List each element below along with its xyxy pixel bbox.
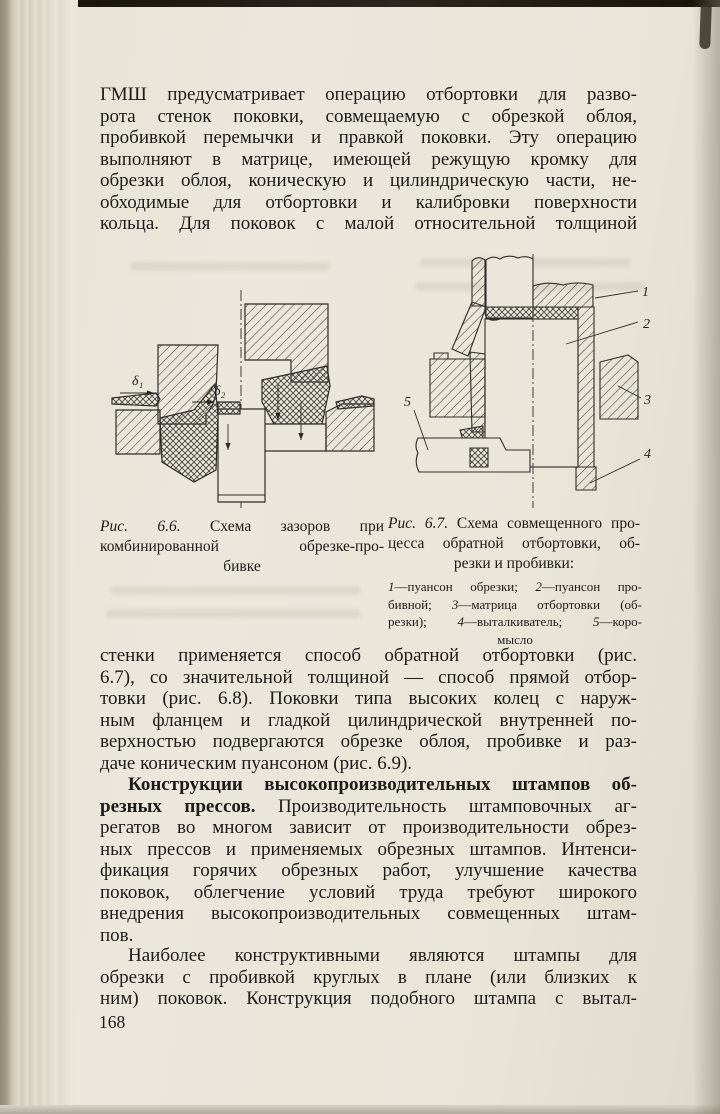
- dim-label-delta1: δ₁: [132, 374, 144, 389]
- punch-guide-column: [472, 258, 485, 306]
- text-line: фикация горячих обрезных работ, улучшение качества: [100, 860, 637, 881]
- flash-strip-right: [336, 396, 374, 409]
- text-line: кольца. Для поковок с малой относительной толщиной: [100, 213, 637, 234]
- workpiece-wall-section: [485, 307, 578, 320]
- text-line: пробивкой перемычки и правкой поковки. Эту операцию: [100, 127, 637, 148]
- ejector-section: [576, 467, 596, 490]
- text-line: ным фланцем и гладкой цилиндрической внутренней по-: [100, 709, 637, 731]
- text-line: Рис. 6.6. Схема зазоров при: [100, 518, 384, 535]
- figure-6-7-caption: [388, 514, 640, 574]
- text-line: цесса обратной отбортовки, об-: [388, 535, 640, 552]
- text-line: ним) поковок. Конструкция подобного штампа с вытал-: [100, 988, 637, 1009]
- text-line: резки и пробивки:: [453, 555, 575, 572]
- text-line: Рис. 6.7. Схема совмещенного про-: [388, 515, 640, 532]
- text-line: бивной; 3—матрица отбортовки (об-: [388, 596, 642, 612]
- text-line: ГМШ предусматривает операцию отбортовки для разво-: [100, 84, 637, 105]
- callout-2: 2: [643, 317, 650, 332]
- body-paragraph-1: [100, 84, 637, 235]
- text-line: пов.: [100, 924, 134, 946]
- page-bottom-edge: [0, 1105, 720, 1114]
- punch-outer-wall: [578, 307, 594, 467]
- text-line: выполняют в матрице, имеющей режущую кромку для: [100, 148, 637, 170]
- callout-4: 4: [644, 447, 651, 462]
- text-line: поковок, облегчение условий труда требуют широкого: [100, 881, 637, 903]
- body-paragraph-3: [100, 774, 637, 946]
- text-line: бивке: [223, 558, 261, 575]
- figure-6-6-caption: [100, 517, 384, 577]
- text-line: резки); 4—выталкиватель; 5—коро-: [388, 614, 642, 629]
- callout-1: 1: [642, 285, 649, 300]
- piercing-punch-section: [218, 409, 265, 502]
- bleed-through-stripe: [110, 586, 360, 595]
- text-line: обрезки облоя, коническую и цилиндрическую части, не-: [100, 170, 637, 191]
- page-number: 168: [99, 1012, 126, 1032]
- callout-5: 5: [404, 395, 411, 410]
- figure-6-7-diagram: [388, 252, 678, 512]
- forging-section-right: [262, 366, 330, 424]
- slug-piece: [470, 448, 488, 467]
- text-line: рота стенок поковки, совмещаемую с обрезкой облоя,: [100, 105, 637, 127]
- body-paragraph-2: [100, 645, 637, 774]
- text-line: стенки применяется способ обратной отбортовки (рис.: [100, 645, 637, 666]
- page-top-edge: [0, 0, 720, 7]
- dim-label-delta2: δ₂: [214, 384, 226, 399]
- support-block-left: [116, 410, 160, 454]
- slug-section: [218, 402, 240, 414]
- text-line: 1—пуансон обрезки; 2—пуансон про-: [388, 579, 642, 594]
- flash-strip-left: [112, 393, 160, 406]
- figure-6-7-legend: [388, 578, 642, 648]
- text-line: обрезки с пробивкой круглых в плане (или близких к: [100, 966, 637, 988]
- page-right-shade: [692, 0, 720, 1114]
- text-line: Наиболее конструктивными являются штампы для: [128, 945, 637, 966]
- slanted-arm-section: [452, 302, 486, 356]
- die-block-tab: [434, 353, 448, 359]
- text-line: мысло: [497, 631, 533, 647]
- text-line: 6.7), со значительной толщиной — способ прямой отбор-: [100, 666, 637, 688]
- text-line: даче коническим пуансоном (рис. 6.9).: [100, 752, 413, 774]
- book-spine-edge: [0, 0, 78, 1114]
- text-line: обходимые для отбортовки и калибровки поверхности: [100, 191, 637, 213]
- bleed-through-stripe: [106, 609, 361, 618]
- figure-6-6-diagram: [98, 252, 390, 510]
- text-line: верхностью подвергаются обрезке облоя, пробивке и раз-: [100, 731, 637, 752]
- die-block-left: [430, 359, 485, 417]
- trimming-punch-section: [533, 283, 593, 307]
- callout-3: 3: [644, 393, 651, 408]
- text-line: регатов во многом зависит от производительности обрез-: [100, 817, 637, 838]
- text-line: ных прессов и применяемых обрезных штампов. Интенси-: [100, 838, 637, 860]
- text-line: товки (рис. 6.8). Поковки типа высоких колец с наруж-: [100, 688, 637, 709]
- text-line: комбинированной обрезке-про-: [100, 538, 384, 555]
- lower-die-plate: [262, 424, 326, 451]
- corner-mark: [699, 5, 712, 49]
- text-line: внедрения высокопроизводительных совмещенных штам-: [100, 903, 637, 924]
- body-paragraph-4: [100, 945, 637, 1010]
- text-line: резных прессов. Производительность штамповочных аг-: [100, 795, 637, 817]
- text-line: Конструкции высокопроизводительных штампов об-: [128, 774, 637, 795]
- support-block-right: [326, 404, 374, 451]
